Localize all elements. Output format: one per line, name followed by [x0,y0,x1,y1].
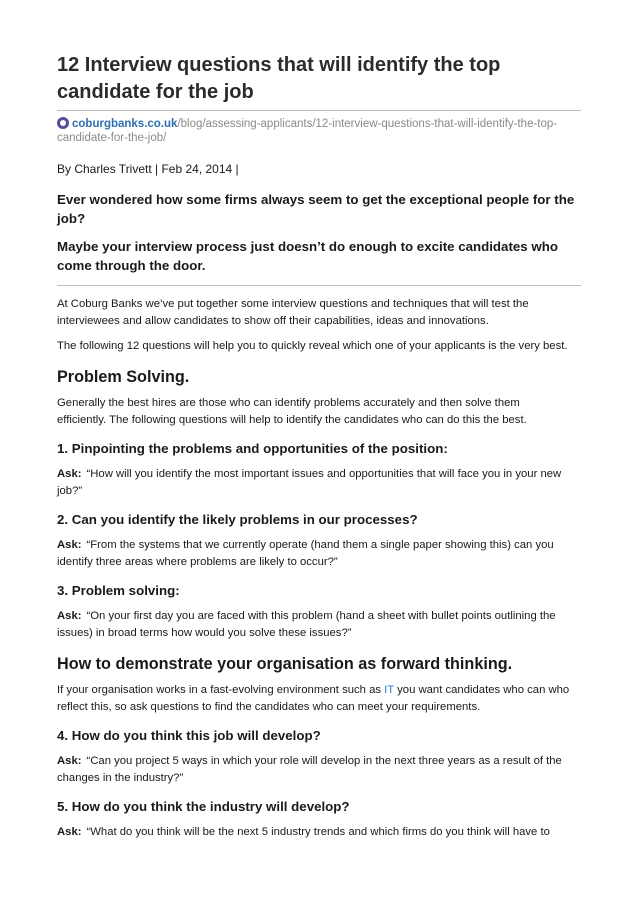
byline: By Charles Trivett | Feb 24, 2014 | [57,162,239,176]
q3-line-2: issues) in broad terms how would you solve these issues?” [57,627,352,639]
question-1-heading: 1. Pinpointing the problems and opportunities of the position: [57,441,448,456]
section-heading-problem-solving: Problem Solving. [57,368,190,386]
section2-body-line-2: reflect this, so ask questions to find the candidates who can meet your requirements. [57,701,481,713]
intro-line-1: At Coburg Banks we’ve put together some interview questions and techniques that will test the [57,298,529,310]
question-5-heading: 5. How do you think the industry will develop? [57,799,350,814]
title-line-2: candidate for the job [57,81,254,103]
q1-line-1: “How will you identify the most important issues and opportunities that will face you in your new [86,468,562,480]
question-2-heading: 2. Can you identify the likely problems in our processes? [57,512,418,527]
source-path-2[interactable]: candidate-for-the-job/ [57,132,167,144]
ask-label: Ask: [57,610,82,622]
lead1-line-1: Ever wondered how some firms always seem to get the exceptional people for the [57,192,575,207]
q4-line-2: changes in the industry?” [57,772,184,784]
lead1-line-2: job? [57,211,86,226]
lead-divider [57,285,581,286]
ask-label: Ask: [57,539,82,551]
section2-body [57,682,581,716]
title-divider [57,110,581,111]
q2-line-2: identify three areas where problems are likely to occur?” [57,556,338,568]
q4-line-1: “Can you project 5 ways in which your role will develop in the next three years as a result of the [86,755,562,767]
q1-line-2: job?” [57,485,83,497]
question-2-ask [57,537,581,571]
intro-line-2: interviewees and allow candidates to show off their capabilities, ideas and innovations. [57,315,489,327]
section-heading-forward-thinking: How to demonstrate your organisation as forward thinking. [57,655,513,673]
question-4-heading: 4. How do you think this job will develop? [57,728,321,743]
article-title [57,52,581,106]
title-line-1: 12 Interview questions that will identify the top [57,54,501,76]
section1-body-line-1: Generally the best hires are those who can identify problems accurately and then solve them [57,397,520,409]
q2-line-1: “From the systems that we currently operate (hand them a single paper showing this) can you [86,539,554,551]
question-4-ask [57,753,581,787]
section2-body-post: you want candidates who can who [394,684,570,696]
section1-body-line-2: efficiently. The following questions will help to identify the candidates who can do this the best. [57,414,527,426]
question-1-ask [57,466,581,500]
section1-body [57,395,581,429]
source-domain[interactable]: coburgbanks.co.uk [72,118,178,130]
question-3-heading: 3. Problem solving: [57,583,180,598]
ask-label: Ask: [57,468,82,480]
question-5-ask [57,824,581,841]
it-link[interactable]: IT [384,684,394,696]
q3-line-1: “On your first day you are faced with this problem (hand a sheet with bullet points outlining the [86,610,556,622]
source-url[interactable] [57,117,581,145]
site-logo-icon [57,117,69,129]
intro-paragraph [57,296,581,330]
section2-body-pre: If your organisation works in a fast-evolving environment such as [57,684,385,696]
ask-label: Ask: [57,755,82,767]
question-3-ask [57,608,581,642]
lead2-line-2: come through the door. [57,258,206,273]
source-path-1[interactable]: /blog/assessing-applicants/12-interview-questions-that-will-identify-the-top- [177,118,558,130]
ask-label: Ask: [57,826,82,838]
lead-paragraph-2 [57,237,581,275]
intro-paragraph-2: The following 12 questions will help you to quickly reveal which one of your applicants is the very best. [57,340,568,352]
q5-line-1: “What do you think will be the next 5 industry trends and which firms do you think will have to [86,826,550,838]
lead-paragraph-1 [57,190,581,228]
lead2-line-1: Maybe your interview process just doesn’t do enough to excite candidates who [57,239,558,254]
